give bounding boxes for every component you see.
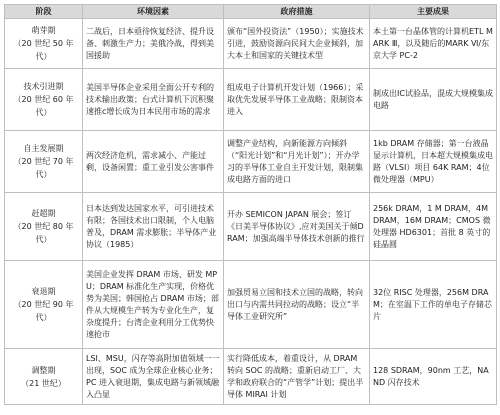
result-cell: 32位 RISC 处理器，256M DRAM；在室温下工作的单电子存储芯片 <box>370 261 497 349</box>
policy-cell: 加强贸易立国和技术立国的战略，转向出口与内需共同拉动的战略；设立“半导体工业研究所” <box>224 261 370 349</box>
stage-name: 萌芽期 <box>31 26 56 35</box>
environment-cell: 美国半导体企业采用全面公开专利的技术输出政策；台式计算机下沉积聚速推c增长成为日本民用市场的需求 <box>83 69 224 131</box>
policy-cell: 调整产业结构，向新能源方向倾斜（“阳光计划”和“月光计划”）；开办学习的半导体工业自主开发计划，限制集成电路方面的进口 <box>224 131 370 193</box>
stage-name: 衰退期 <box>31 287 56 296</box>
table-row <box>5 349 497 405</box>
stage-name: 赶超期 <box>31 209 56 218</box>
stage-cell <box>5 69 83 131</box>
header-stage: 阶段 <box>5 5 83 19</box>
environment-cell: 两次经济危机，需求减小、产能过剩，设备闲置；重工业引发公害事件 <box>83 131 224 193</box>
table-row <box>5 193 497 261</box>
policy-cell: 颁布“国外投资法”（1950）；实施技术引进，鼓励资源向民间大企业倾斜，加大本土和国家的关键技术型 <box>224 19 370 69</box>
stage-years: （20 世纪 80 年代） <box>13 222 74 244</box>
stage-years: （20 世纪 90 年代） <box>13 300 74 322</box>
table-body <box>5 19 497 405</box>
result-cell: 256k DRAM，1 M DRAM，4M DRAM，16M DRAM；CMOS 微处理器 HD6301；首批 8 英寸的硅晶圆 <box>370 193 497 261</box>
stage-cell <box>5 19 83 69</box>
semiconductor-policy-table <box>4 4 497 405</box>
stage-name: 技术引进期 <box>23 82 64 91</box>
result-cell: 制成出IC试验品，混成大规模集成电路 <box>370 69 497 131</box>
stage-years: （20 世纪 50 年代） <box>13 39 74 61</box>
table-row <box>5 261 497 349</box>
header-row <box>5 5 497 19</box>
result-cell: 本土第一台晶体管的计算机ETL MARK Ⅲ，以及随后的MARK Ⅵ/东京大学 PC-2 <box>370 19 497 69</box>
environment-cell: LSI、MSU，闪存等高附加值领域一一出现，SOC 成为全球企业核心业务；PC 进入衰退期，集成电路与新领域融入凸显 <box>83 349 224 405</box>
table-row <box>5 69 497 131</box>
policy-cell: 组成电子计算机开发计划（1966）；采取优先发展半导体工业战略；限制资本进入 <box>224 69 370 131</box>
stage-cell <box>5 193 83 261</box>
table-header <box>5 5 497 19</box>
stage-cell <box>5 131 83 193</box>
environment-cell: 二战后，日本亟待恢复经济、提升设备、刺激生产力；美俄冷战，得到美国援助 <box>83 19 224 69</box>
header-result: 主要成果 <box>370 5 497 19</box>
environment-cell: 日本达到发达国家水平，可引进技术有限；各国技术出口限制，个人电脑普及，DRAM 需求膨胀；半导体产业协议（1985） <box>83 193 224 261</box>
stage-cell <box>5 349 83 405</box>
policy-cell: 实行降低成本，着重设计，从 DRAM 转向 SOC 的战略；重新启动工厂、大学和政府联合的“产管学”计划；提出半导体 MIRAI 计划 <box>224 349 370 405</box>
stage-years: （20 世纪 60 年代） <box>13 95 74 117</box>
stage-cell <box>5 261 83 349</box>
stage-years: （20 世纪 70 年代） <box>13 157 74 179</box>
header-policy: 政府措施 <box>224 5 370 19</box>
stage-name: 自主发展期 <box>23 144 64 153</box>
table-row <box>5 131 497 193</box>
header-environment: 环境因素 <box>83 5 224 19</box>
result-cell: 1kb DRAM 存储器；第一台液晶显示计算机，日本超大规模集成电路（VLSI）项目 64K RAM；4位微处理器（MPU） <box>370 131 497 193</box>
environment-cell: 美国企业发挥 DRAM 市场、研发 MPU；DRAM 标准化生产实现，价格优势为美国；韩国抢占 DRAM 市场；部件从大规模生产转为专业化生产，复杂度提升；台湾企业利用分工优势快速抢市 <box>83 261 224 349</box>
table-row <box>5 19 497 69</box>
result-cell: 128 SDRAM，90nm 工艺，NAND 闪存技术 <box>370 349 497 405</box>
stage-name: 调整期 <box>31 365 56 375</box>
policy-table-frame <box>4 4 496 411</box>
policy-cell: 开办 SEMICON JAPAN 展会；签订《日美半导体协议》,应对美国关于倾DRAM；加强高端半导体技术创新的推行 <box>224 193 370 261</box>
stage-years: （21 世纪） <box>21 378 66 388</box>
